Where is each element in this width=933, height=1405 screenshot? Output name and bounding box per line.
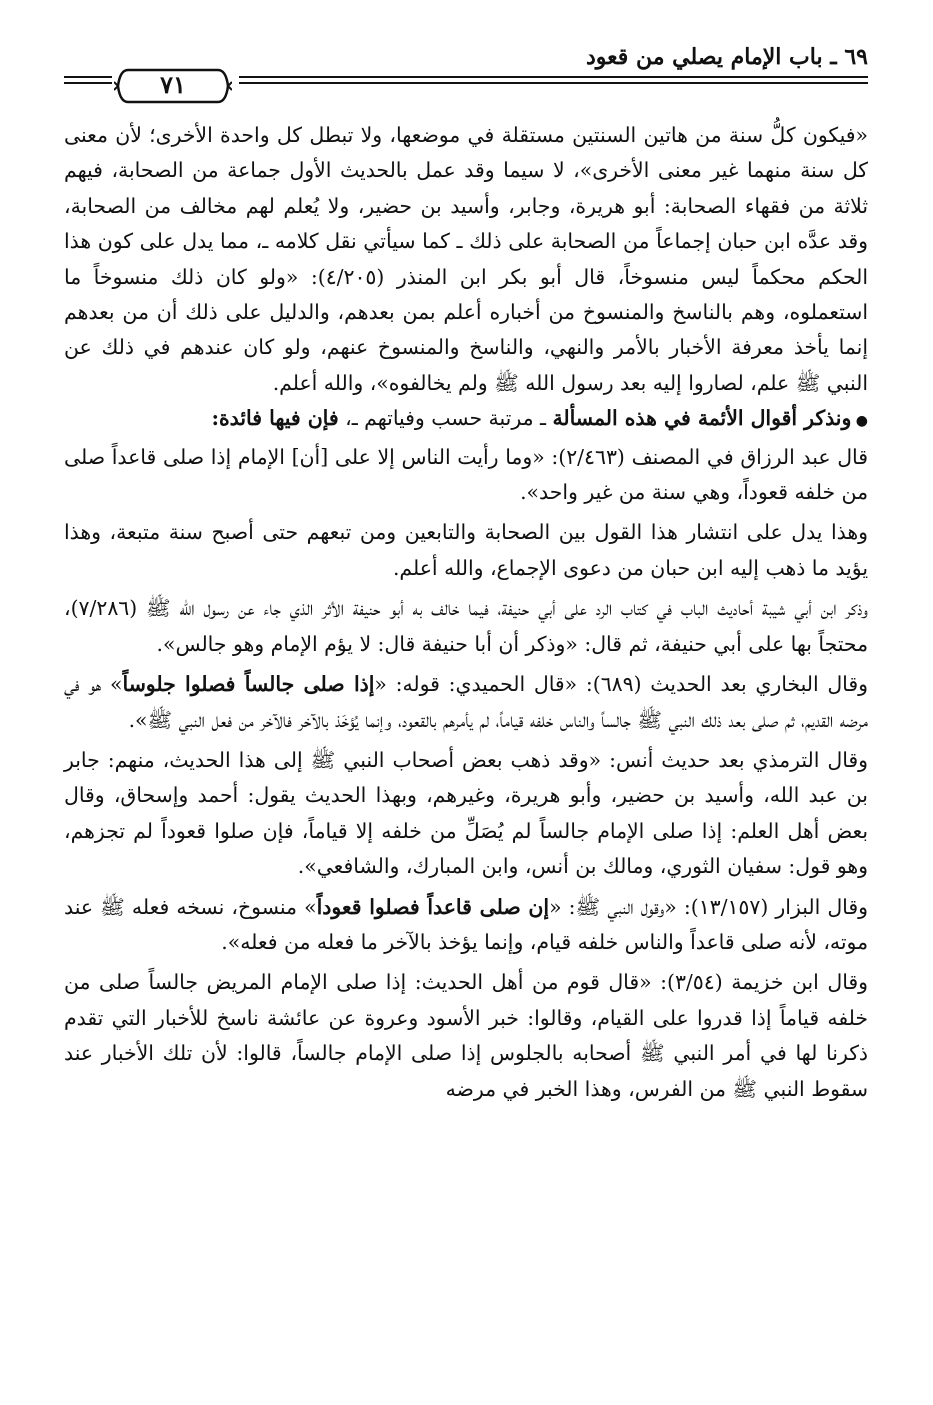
text-run: » هو في مرضه القديم، ثم صلى بعد ذلك النبي ﷺ جالساً والناس خلفه قياماً، لم يأمرهم بالقعود، وإنما يُؤخَذ بالآخر فالآخر من فعل النبي ﷺ». <box>64 672 868 732</box>
page-body <box>64 118 868 1107</box>
text-run: » منسوخ، نسخه فعله ﷺ عند موته، لأنه صلى قاعداً والناس خلفه قيام، وإنما يؤخذ بالآخر ما فعله من فعله». <box>64 894 868 954</box>
header-rule-top <box>239 76 868 78</box>
ornament-icon: ● <box>851 413 868 430</box>
text-run: وقال البخاري بعد الحديث (٦٨٩): «قال الحميدي: قوله: « <box>374 672 868 697</box>
page-number: ٧١ <box>160 70 186 99</box>
text-run: «فيكون كلُّ سنة من هاتين السنتين مستقلة في موضعها، ولا تبطل كل واحدة الأخرى؛ لأن معنى كل سنة منهما غير معنى الأخرى»، لا سيما وقد عمل بالحديث الأول جماعة من الصحابة، فيهم ثلاثة من فقهاء الصحابة: أبو هريرة، وجابر، وأسيد بن حضير، ولا يُعلم لهم مخالف من الصحابة، وقد عدَّه ابن حبان إجماعاً من الصحابة على ذلك ـ كما سيأتي نقل كلامه ـ، مما يدل على كون هذا الحكم محكماً ليس منسوخاً، قال أبو بكر ابن المنذر (٤/٢٠٥): «ولو كان ذلك منسوخاً ما استعملوه، وهم بالناسخ والمنسوخ من أخباره أعلم بمن بعدهم، والدليل على ذلك أن من بعدهم إنما يأخذ معرفة الأخبار بالأمر والنهي، والناسخ والمنسوخ عنهم، ولو كان عندهم في ذلك عن النبي ﷺ علم، لصاروا إليه بعد رسول الله ﷺ ولم يخالفوه»، والله أعلم. <box>64 123 869 395</box>
text-run: وقال الترمذي بعد حديث أنس: «وقد ذهب بعض أصحاب النبي ﷺ إلى هذا الحديث، منهم: جابر بن عبد الله، وأسيد بن حضير، وأبو هريرة، وغيرهم، وبهذا الحديث يقول: أحمد وإسحاق، وقال بعض أهل العلم: إذا صلى الإمام جالساً لم يُصَلِّ من خلفه إلا قياماً، فإن صلوا قعوداً لم تجزهم، وهو قول: سفيان الثوري، ومالك بن أنس، وابن المبارك، والشافعي». <box>64 747 868 879</box>
page-number-badge <box>114 66 232 106</box>
paragraph <box>64 743 868 885</box>
paragraph <box>64 591 868 662</box>
paragraph <box>64 515 868 586</box>
text-run: وذكر ابن أبي شيبة أحاديث الباب في كتاب الرد على أبي حنيفة، فيما خالف به أبو حنيفة الأثر الذي جاء عن رسول الله ﷺ (٧/٢٨٦)، محتجاً بها على أبي حنيفة، ثم قال: «وذكر أن أبا حنيفة قال: لا يؤم الإمام وهو جالس». <box>64 596 868 656</box>
header-rule-bottom <box>239 82 868 84</box>
text-run: وهذا يدل على انتشار هذا القول بين الصحابة والتابعين ومن تبعهم حتى أصبح سنة متبعة، وهذا يؤيد ما ذهب إليه ابن حبان من دعوى الإجماع، والله أعلم. <box>64 520 868 580</box>
bold-text: ونذكر أقوال الأئمة في هذه المسألة <box>552 406 852 431</box>
text-run: ـ مرتبة حسب وفياتهم ـ، <box>338 406 553 431</box>
paragraph <box>64 667 868 738</box>
header-rule-left-top <box>64 76 112 78</box>
paragraph <box>64 118 868 401</box>
text-run: وقال البزار (١٣/١٥٧): «وقول النبي ﷺ: « <box>549 894 868 919</box>
header-rule-left-bottom <box>64 82 112 84</box>
text-run: قال عبد الرزاق في المصنف (٢/٤٦٣): «وما رأيت الناس إلا على [أن] الإمام إذا صلى قاعداً صلى من خلفه قعوداً، وهي سنة من غير واحد». <box>64 444 868 505</box>
paragraph <box>64 401 868 439</box>
paragraph <box>64 890 868 961</box>
paragraph <box>64 440 868 511</box>
bold-text: إن صلى قاعداً فصلوا قعوداً <box>316 894 550 919</box>
text-run: وقال ابن خزيمة (٣/٥٤): «قال قوم من أهل الحديث: إذا صلى الإمام المريض جالساً صلى من خلفه قياماً إذا قدروا على القيام، وقالوا: خبر الأسود وعروة عن عائشة ناسخ للأخبار التي تقدم ذكرنا لها في أمر النبي ﷺ أصحابه بالجلوس إذا صلى الإمام جالساً، قالوا: لأن تلك الأخبار عند سقوط النبي ﷺ من الفرس، وهذا الخبر في مرضه <box>64 970 868 1101</box>
page-header <box>64 30 868 110</box>
bold-text: إذا صلى جالساً فصلوا جلوساً <box>122 672 375 697</box>
bold-text: فإن فيها فائدة: <box>211 406 339 431</box>
paragraph <box>64 965 868 1107</box>
chapter-title: ٦٩ ـ باب الإمام يصلي من قعود <box>586 44 868 70</box>
